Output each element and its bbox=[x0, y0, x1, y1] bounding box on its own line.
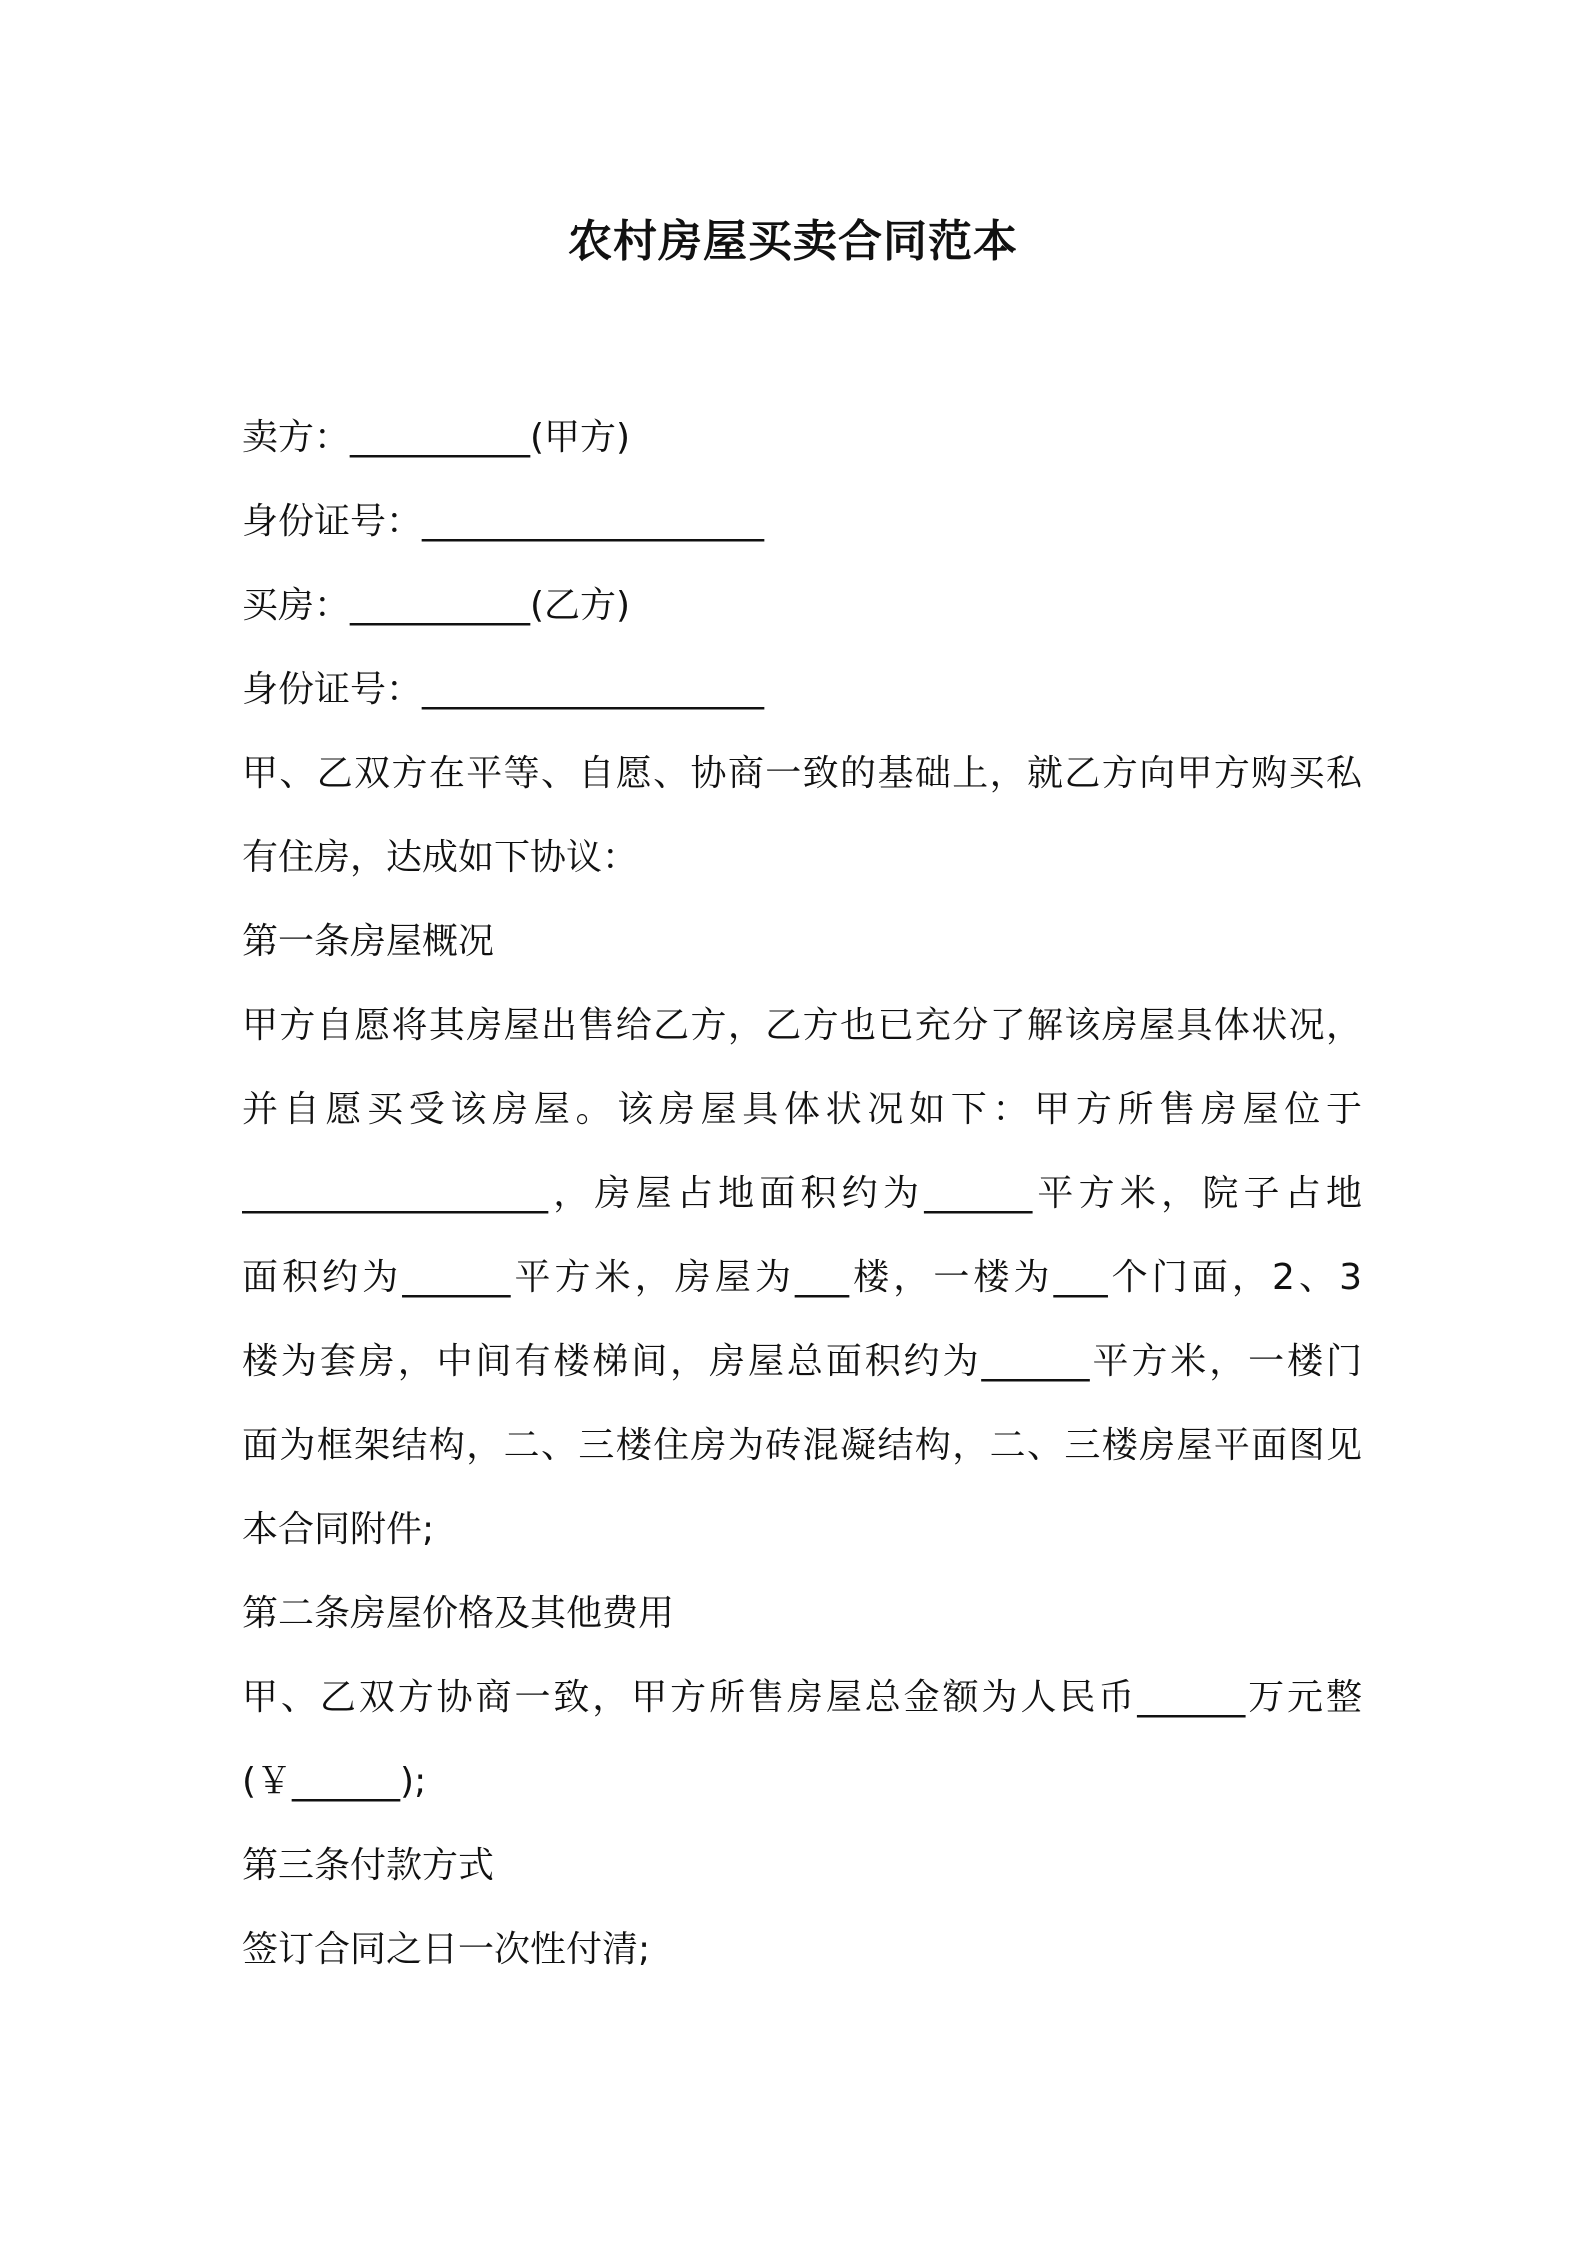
seller-id-line: 身份证号：___________________ bbox=[242, 501, 765, 542]
seller-line: 卖方：__________(甲方) bbox=[242, 417, 631, 458]
paragraph-line: 面为框架结构，二、三楼住房为砖混凝结构，二、三楼房屋平面图见 bbox=[242, 1425, 1362, 1466]
paragraph-line: (￥______); bbox=[242, 1761, 427, 1802]
paragraph-line: 甲、乙双方协商一致，甲方所售房屋总金额为人民币______万元整 bbox=[242, 1677, 1362, 1718]
paragraph-line: 甲、乙双方在平等、自愿、协商一致的基础上，就乙方向甲方购买私 bbox=[242, 753, 1362, 794]
paragraph-line: 有住房，达成如下协议： bbox=[242, 837, 639, 878]
paragraph-line: 并自愿买受该房屋。该房屋具体状况如下：甲方所售房屋位于 bbox=[242, 1089, 1362, 1130]
buyer-line: 买房：__________(乙方) bbox=[242, 585, 631, 626]
paragraph-line: 签订合同之日一次性付清; bbox=[242, 1929, 651, 1970]
article-2-heading: 第二条房屋价格及其他费用 bbox=[242, 1593, 675, 1634]
paragraph-line: 本合同附件; bbox=[242, 1509, 435, 1550]
paragraph-line: _________________，房屋占地面积约为______平方米，院子占地 bbox=[242, 1173, 1362, 1214]
paragraph-line: 面积约为______平方米，房屋为___楼，一楼为___个门面，2、3 bbox=[242, 1257, 1362, 1298]
paragraph-line: 甲方自愿将其房屋出售给乙方，乙方也已充分了解该房屋具体状况， bbox=[242, 1005, 1362, 1046]
buyer-id-line: 身份证号：___________________ bbox=[242, 669, 765, 710]
article-1-heading: 第一条房屋概况 bbox=[242, 921, 495, 962]
document-title: 农村房屋买卖合同范本 bbox=[568, 216, 1018, 267]
paragraph-line: 楼为套房，中间有楼梯间，房屋总面积约为______平方米，一楼门 bbox=[242, 1341, 1362, 1382]
article-3-heading: 第三条付款方式 bbox=[242, 1845, 495, 1886]
